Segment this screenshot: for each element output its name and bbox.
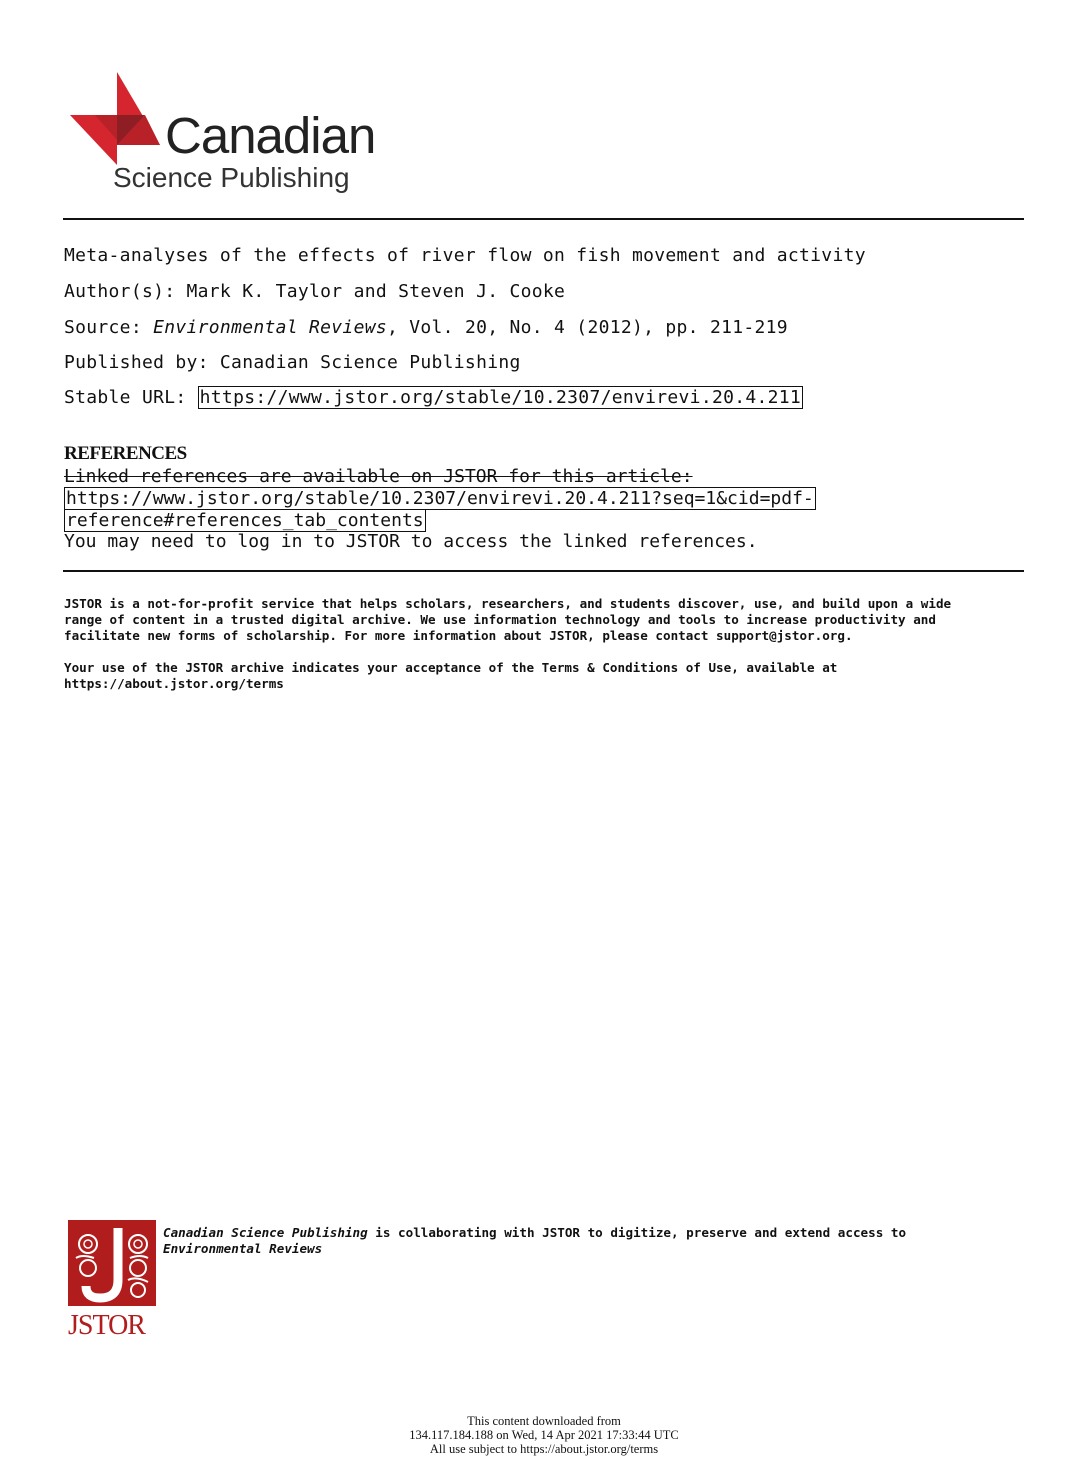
publisher-wordmark-line1: Canadian xyxy=(165,107,376,164)
collaboration-publisher: Canadian Science Publishing xyxy=(163,1225,368,1240)
source-line xyxy=(64,317,788,339)
authors-line xyxy=(64,281,565,303)
authors-value: Mark K. Taylor and Steven J. Cooke xyxy=(186,281,566,302)
publisher-logo-mark xyxy=(70,70,170,170)
published-label: Published by: xyxy=(64,352,209,373)
collaboration-line2 xyxy=(163,1241,322,1257)
notice-para2-line2[interactable]: https://about.jstor.org/terms xyxy=(64,676,284,691)
authors-label: Author(s): xyxy=(64,281,176,302)
references-availability: Linked references are available on JSTOR for this article: xyxy=(64,466,693,487)
middle-divider xyxy=(63,570,1024,572)
top-divider xyxy=(63,218,1024,220)
source-journal: Environmental Reviews xyxy=(153,317,387,338)
footer-line2: 134.117.184.188 on Wed, 14 Apr 2021 17:33:44 UTC xyxy=(409,1428,679,1442)
jstor-emblem-icon xyxy=(68,1220,156,1306)
references-link-line1[interactable] xyxy=(64,488,816,509)
collaboration-line1 xyxy=(163,1225,906,1241)
article-title: Meta-analyses of the effects of river flow on fish movement and activity xyxy=(64,245,866,266)
stable-url-link[interactable]: https://www.jstor.org/stable/10.2307/envirevi.20.4.211 xyxy=(199,387,802,408)
references-link-line2[interactable] xyxy=(64,510,426,531)
stable-url-label: Stable URL: xyxy=(64,387,187,408)
source-label: Source: xyxy=(64,317,142,338)
footer-line1: This content downloaded from xyxy=(467,1414,621,1428)
notice-para1-line1: JSTOR is a not-for-profit service that helps scholars, researchers, and students discover, use, and build upon a wide xyxy=(64,596,952,611)
collaboration-text: is collaborating with JSTOR to digitize, preserve and extend access to xyxy=(367,1225,907,1240)
publisher-name: Canadian Science Publishing xyxy=(219,352,521,373)
collaboration-journal: Environmental Reviews xyxy=(163,1241,323,1256)
source-details: , Vol. 20, No. 4 (2012), pp. 211-219 xyxy=(386,317,788,338)
jstor-wordmark: JSTOR xyxy=(68,1310,145,1341)
references-login-note: You may need to log in to JSTOR to access the linked references. xyxy=(64,531,758,552)
jstor-logo xyxy=(68,1220,158,1345)
notice-para2-line1: Your use of the JSTOR archive indicates your acceptance of the Terms & Conditions of Use, available at xyxy=(64,660,838,675)
published-line xyxy=(64,352,521,374)
notice-para1-line2: range of content in a trusted digital archive. We use information technology and tools to increase productivity and xyxy=(64,612,936,627)
footer-line3: All use subject to https://about.jstor.org/terms xyxy=(429,1442,659,1456)
references-heading: REFERENCES xyxy=(64,443,187,464)
notice-para1-line3: facilitate new forms of scholarship. For more information about JSTOR, please contact support@jstor.org. xyxy=(64,628,853,643)
publisher-logo xyxy=(70,70,380,200)
stable-url-line xyxy=(64,387,803,409)
publisher-wordmark-line2: Science Publishing xyxy=(113,162,350,193)
references-link-part2[interactable]: reference#references_tab_contents xyxy=(66,510,424,531)
references-link-part1[interactable]: https://www.jstor.org/stable/10.2307/envirevi.20.4.211?seq=1&cid=pdf- xyxy=(66,488,814,509)
